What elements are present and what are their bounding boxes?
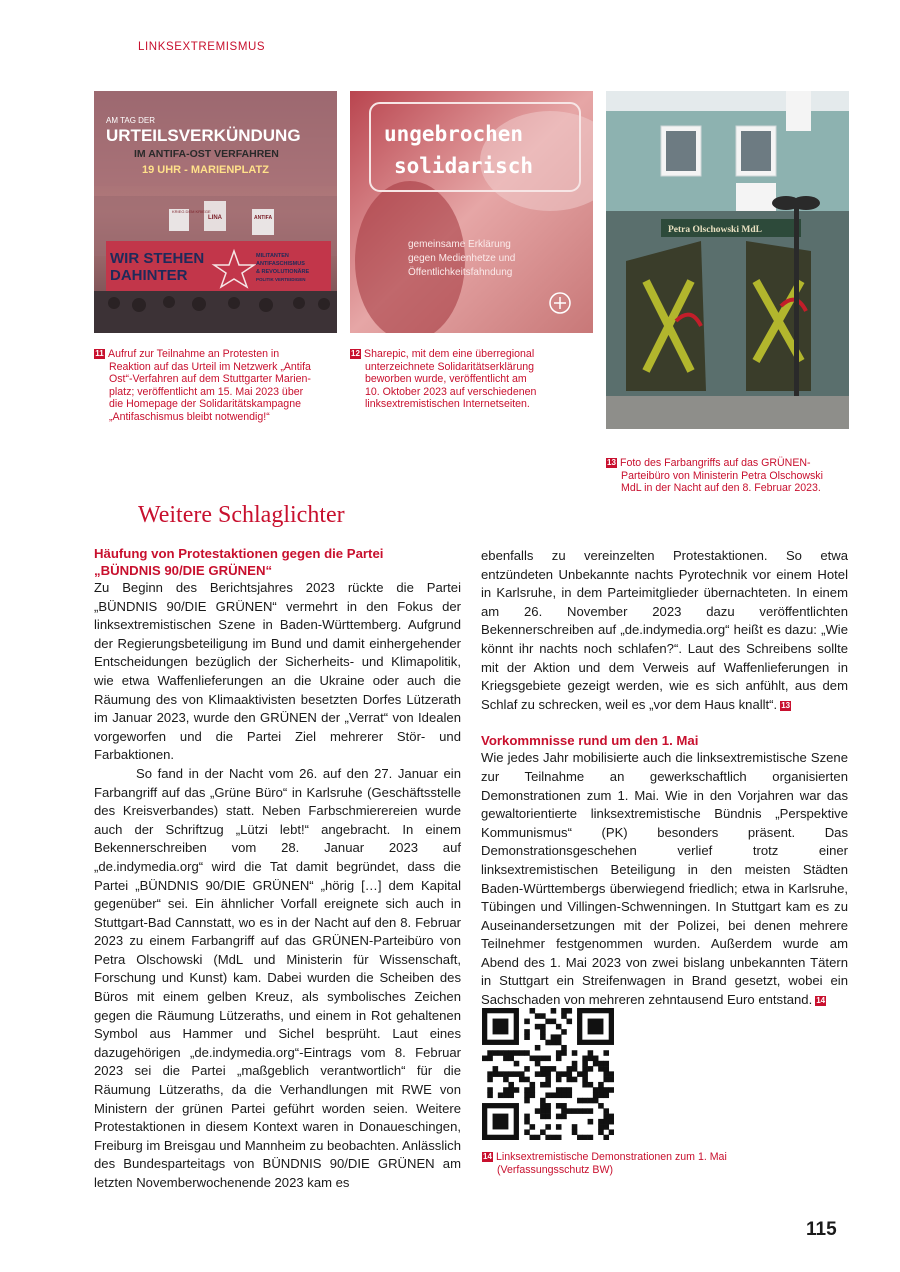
img11-line3: IM ANTIFA-OST VERFAHREN xyxy=(134,148,279,160)
img12-sub1: gemeinsame Erklärung xyxy=(408,239,511,250)
img11-line2: URTEILSVERKÜNDUNG xyxy=(106,126,301,145)
caption-14: 14 Linksextremistische Demonstrationen zum 1. Mai (Verfassungsschutz BW) xyxy=(483,1151,727,1176)
caption-number: 12 xyxy=(351,349,360,358)
caption-number: 13 xyxy=(607,458,616,467)
left-column xyxy=(94,545,461,1193)
page-number: 115 xyxy=(806,1219,837,1240)
img11-banner-left1: WIR STEHEN xyxy=(110,250,205,267)
paragraph: Wie jedes Jahr mobilisierte auch die linksextremistische Szene zur Teilnahme an gewerkschaftlich organisierten Demonstrationen zum 1. Mai. Wie in den Vorjahren war das gewaltorientierte linksextremistische Bündnis „Perspektive Kommunismus“ (PK) besonders präsent. Das Demonstrationsgeschehen verlief trotz einer linksextremistischen Beteiligung in den meisten Städten Baden-Württembergs überwiegend friedlich; etwa in Karlsruhe, Tübingen und Villingen-Schwenningen. In Stuttgart kam es zu Auseinandersetzungen mit der Polizei, bei denen mehrere Teilnehmer festgenommen wurden. Außerdem wurde am Abend des 1. Mai 2023 von zwei bislang unbekannten Tätern in Stuttgart ein Streifenwagen in Brand gesetzt, wobei ein Sachschaden von mehreren zehntausend Euro entstand. 14 xyxy=(481,750,848,1008)
caption-12: 12 Sharepic, mit dem eine überregional unterzeichnete Solidaritätserklärung beworben wurde, veröffentlicht am 10. Oktober 2023 auf verschiedenen linksextremistischen Internetseiten. xyxy=(351,348,537,411)
paragraph: Zu Beginn des Berichtsjahres 2023 rückte die Partei „BÜNDNIS 90/DIE GRÜNEN“ vermehrt in den Fokus der linksextremistischen Szene in Baden-Württemberg. Aufgrund der Regierungsbeteiligung im Bund und damit einhergehender Entscheidungen bezüglich der Sicherheits- und Klimapolitik, wie etwa Waffenlieferungen an die Ukraine oder auch die Räumung des von Klimaaktivisten besetzten Dorfes Lützerath im Januar 2023, wurde den GRÜNEN der „Verrat“ von Idealen vorgeworfen und die Partei Ziel mehrerer Stör- und Farbaktionen. xyxy=(94,580,461,763)
paragraph: So fand in der Nacht vom 26. auf den 27. Januar ein Farbangriff auf das „Grüne Büro“ in Karlsruhe (Geschäftsstelle des Kreisverbandes) statt. Neben Farbschmierereien wurde auch der Schriftzug „Lützi lebt!“ angebracht. In einem Bekennerschreiben vom 28. Januar 2023 auf „de.indymedia.org“ wird die Tat damit begründet, dass die Partei „BÜNDNIS 90/DIE GRÜNEN“ „hörig […] dem Kapital gegenüber“ sei. Ein ähnlicher Vorfall ereignete sich auch in Stuttgart-Bad Cannstatt, wo es in der Nacht auf den 8. Februar 2023 zu einem Farbangriff auf das GRÜNEN-Parteibüro von Petra Olschowski (MdL und Ministerin für Wissenschaft, Forschung und Kunst) kam. Dabei wurden die Scheiben des Büros mit einem gelben Kreuz, als symbolisches Zeichen gegen die Räumung Lützeraths, und einem in Rot gehaltenen Symbol aus Hammer und Sichel besprüht. Laut eines dazugehörigen „de.indymedia.org“-Eintrags vom 8. Februar 2023 sei die Partei „maßgeblich verantwortlich“ für die Räumung Lützeraths, da die Verhandlungen mit RWE von Ministern der grünen Partei geführt worden seien. Weitere Protestaktionen in diesem Kontext waren in Donaueschingen, Freiburg im Breisgau und Mannheim zu beobachten. Anlässlich des Bundesparteitags von BÜNDNIS 90/DIE GRÜNEN am letzten Novemberwochenende 2023 kam es xyxy=(94,765,461,1190)
sharepic-image xyxy=(350,91,593,333)
caption-11: 11 Aufruf zur Teilnahme an Protesten in Reaktion auf das Urteil im Netzwerk „Antifa Ost“-Verfahren auf dem Stuttgarter Marien- platz; veröffentlicht am 15. Mai 2023 über die Homepage der Solidaritätskampagne „Antifaschismus bleibt notwendig!“ xyxy=(95,348,311,423)
img13-sign: Petra Olschowski MdL xyxy=(668,225,762,235)
img11-sign3: ANTIFA xyxy=(254,215,273,221)
paragraph: ebenfalls zu vereinzelten Protestaktionen. So etwa entzündeten Unbekannte nachts Pyrotechnik vor einem Hotel in Karlsruhe, in dem Parteimitglieder übernachteten. In einem am 26. November 2023 dazu veröffentlichten Bekennerschreiben auf „de.indymedia.org“ heißt es dazu: „Wie könnt ihr nachts noch schlafen?“. Laut des Schreibens sollte mit der Aktion und dem Verweis auf Waffenlieferungen in Kriegsgebiete gezeigt werden, wie es sich anfühlt, aus dem Schlaf zu schrecken, weil es „vor dem Haus knallt“. 13 xyxy=(481,548,848,712)
subheading-2: Vorkommnisse rund um den 1. Mai xyxy=(481,733,699,749)
caption-13: 13 Foto des Farbangriffs auf das GRÜNEN- Parteibüro von Ministerin Petra Olschowski MdL in der Nacht auf den 8. Februar 2023. xyxy=(607,457,823,495)
qr-code[interactable] xyxy=(482,1008,614,1140)
img11-banner-right3: & REVOLUTIONÄRE xyxy=(256,269,310,275)
section-title: Weitere Schlaglichter xyxy=(138,502,345,528)
img12-sub2: gegen Medienhetze und xyxy=(408,253,516,264)
img12-line1: ungebrochen xyxy=(384,122,524,146)
img11-line4: 19 UHR - MARIENPLATZ xyxy=(142,164,269,176)
subheading-1: Häufung von Protestaktionen gegen die Partei „BÜNDNIS 90/DIE GRÜNEN“ xyxy=(94,546,384,578)
caption-number: 11 xyxy=(95,349,104,358)
figure-ref-14[interactable]: 14 xyxy=(816,996,826,1006)
img11-sign2: LINA xyxy=(208,215,222,221)
img12-sub3: Öffentlichkeitsfahndung xyxy=(408,267,513,278)
img11-banner-right2: ANTIFASCHISMUS xyxy=(256,261,305,267)
img11-banner-left2: DAHINTER xyxy=(110,267,188,284)
img11-banner-right4: POLITIK VERTEIDIGEN xyxy=(256,277,306,282)
right-column xyxy=(481,547,848,1010)
running-head: LINKSEXTREMISMUS xyxy=(138,41,266,53)
img11-sign1: KRIEG DEM KRIEGE xyxy=(172,209,211,214)
img12-line2: solidarisch xyxy=(394,154,534,178)
img11-banner-right1: MILITANTEN xyxy=(256,253,289,259)
protest-call-image xyxy=(94,91,337,333)
img11-line1: AM TAG DER xyxy=(106,116,156,125)
caption-number: 14 xyxy=(483,1152,492,1161)
paint-attack-photo xyxy=(606,91,849,429)
figure-ref-13[interactable]: 13 xyxy=(781,700,791,710)
